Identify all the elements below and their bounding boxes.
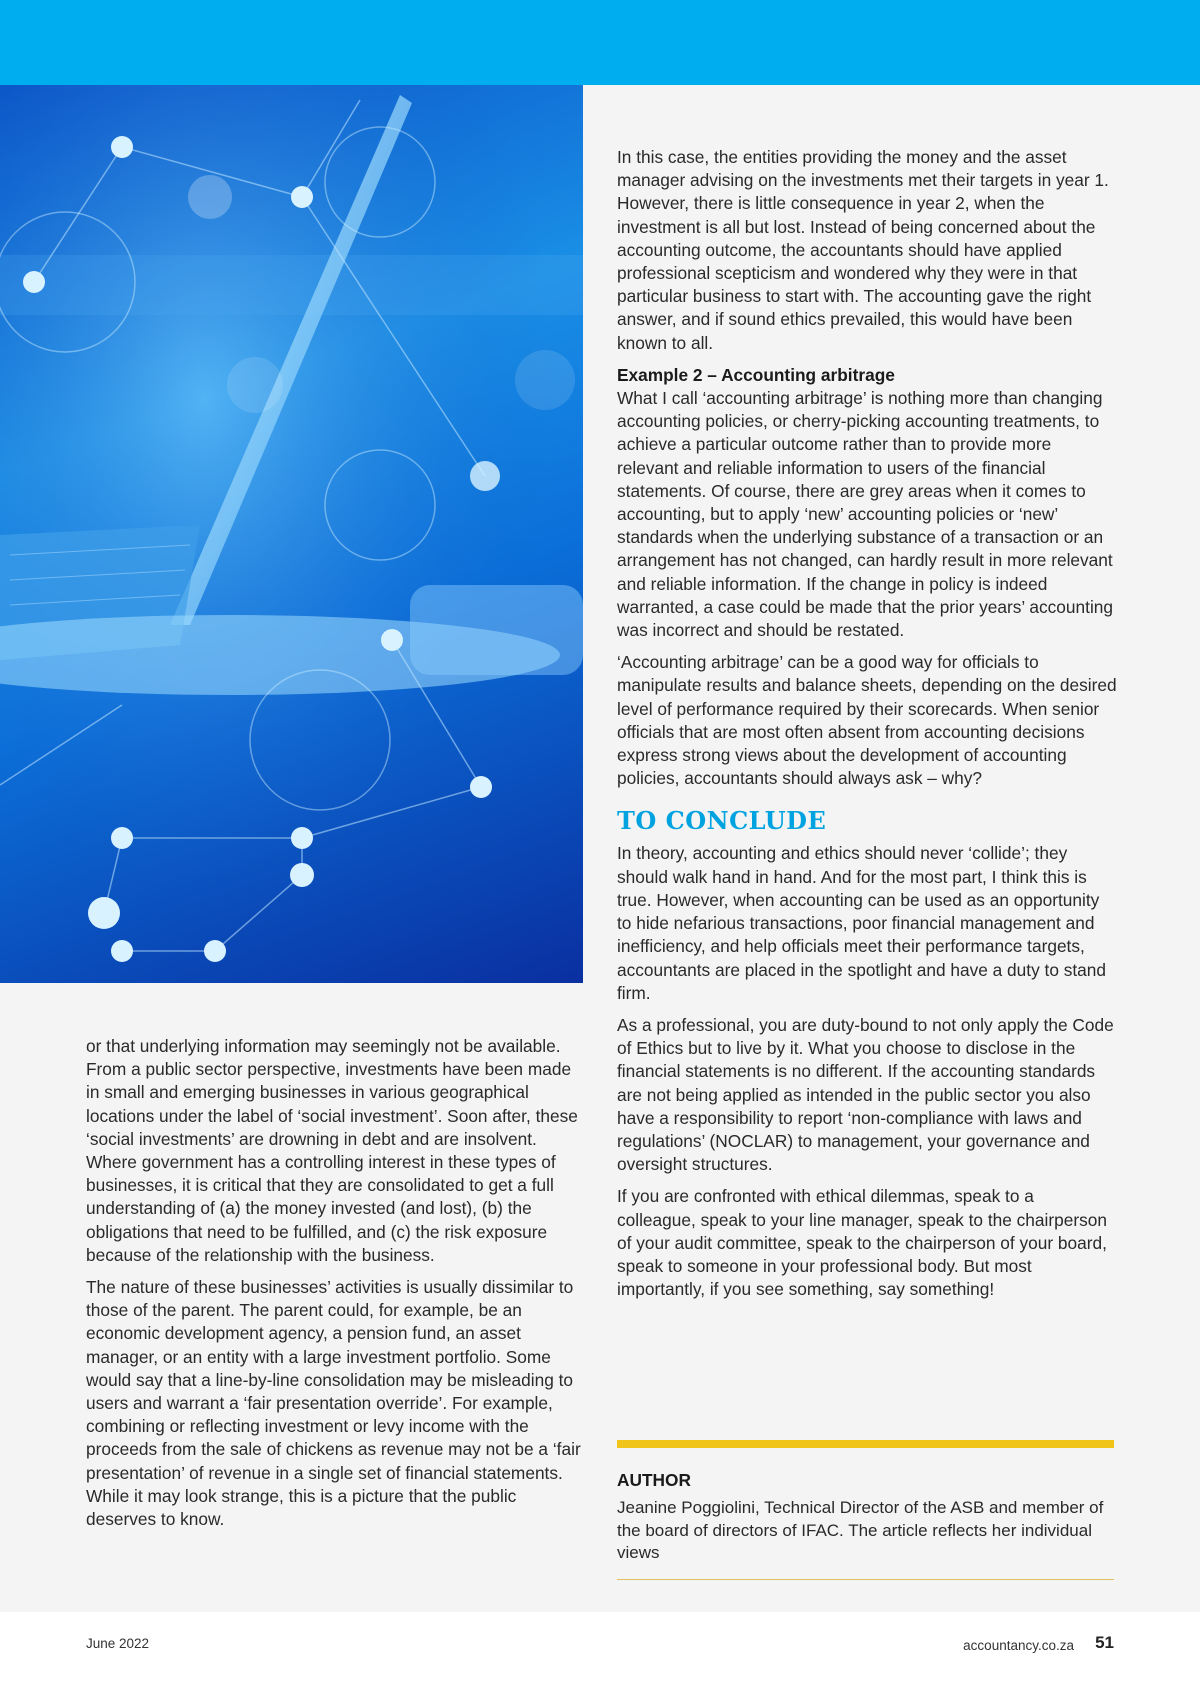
section-heading-conclude: TO CONCLUDE xyxy=(617,806,827,836)
hero-image-laptop-network xyxy=(0,85,583,983)
author-box xyxy=(617,1440,1114,1580)
author-title: AUTHOR xyxy=(617,1470,691,1490)
right-text-column xyxy=(617,146,1117,1310)
body-paragraph: What I call ‘accounting arbitrage’ is nothing more than changing accounting policies, or cherry-picking accounting treatments, to achieve a particular outcome rather than to provide more relevant and reliable information to users of the financial statements. Of course, there are grey areas when it comes to accounting, but to apply ‘new’ accounting policies or ‘new’ standards when the underlying substance of a transaction or an arrangement has not changed, can hardly result in more relevant and reliable information. If the change in policy is indeed warranted, a case could be made that the prior years’ accounting was incorrect and should be restated. xyxy=(617,388,1114,641)
body-paragraph: The nature of these businesses’ activities is usually dissimilar to those of the parent. The parent could, for example, be an economic development agency, a pension fund, an asset manager, or an entity with a large investment portfolio. Some would say that a line-by-line consolidation may be misleading to users and warrant a ‘fair presentation override’. For example, combining or reflecting investment or levy income with the proceeds from the sale of chickens as revenue may not be a ‘fair presentation’ of revenue in a single set of financial statements. While it may look strange, this is a picture that the public deserves to know. xyxy=(86,1277,581,1530)
author-bottom-rule xyxy=(617,1579,1114,1580)
author-bio: Jeanine Poggiolini, Technical Director of the ASB and member of the board of directors of IFAC. The article reflects her individual views xyxy=(617,1498,1104,1562)
body-paragraph: As a professional, you are duty-bound to not only apply the Code of Ethics but to live by it. What you choose to disclose in the financial statements is no different. If the accounting standards are not being applied as intended in the public sector you also have a responsibility to report ‘non-compliance with laws and regulations’ (NOCLAR) to management, your governance and oversight structures. xyxy=(617,1014,1114,1175)
body-paragraph: If you are confronted with ethical dilemmas, speak to a colleague, speak to your line manager, speak to the chairperson of your audit committee, speak to the chairperson of your board, speak to someone in your professional body. But most importantly, if you see something, say something! xyxy=(617,1186,1107,1300)
footer xyxy=(0,1612,1200,1696)
page-number: 51 xyxy=(1095,1633,1114,1652)
left-text-column xyxy=(86,1035,586,1540)
example-subheading: Example 2 – Accounting arbitrage xyxy=(617,364,895,385)
body-paragraph: ‘Accounting arbitrage’ can be a good way for officials to manipulate results and balance sheets, depending on the desired level of performance required by their scorecards. When senior officials that are most often absent from accounting decisions express strong views about the development of accounting policies, accountants should always ask – why? xyxy=(617,652,1117,789)
top-color-bar xyxy=(0,0,1200,85)
footer-site-link[interactable]: accountancy.co.za xyxy=(963,1638,1074,1653)
body-paragraph: In theory, accounting and ethics should never ‘collide’; they should walk hand in hand. And for the most part, I think this is true. However, when accounting can be used as an opportunity to hide nefarious transactions, poor financial management and inefficiency, and help officials meet their performance targets, accountants are placed in the spotlight and have a duty to stand firm. xyxy=(617,843,1107,1003)
footer-date: June 2022 xyxy=(86,1636,150,1651)
body-paragraph: In this case, the entities providing the money and the asset manager advising on the investments met their targets in year 1. However, there is little consequence in year 2, when the investment is all but lost. Instead of being concerned about the accounting outcome, the accountants should have applied professional scepticism and wondered why they were in that particular business to start with. The accounting gave the right answer, and if sound ethics prevailed, this would have been known to all. xyxy=(617,147,1109,353)
body-paragraph: or that underlying information may seemingly not be available. From a public sector perspective, investments have been made in small and emerging businesses in various geographical locations under the label of ‘social investment’. Soon after, these ‘social investments’ are drowning in debt and are insolvent. Where government has a controlling interest in these types of businesses, it is critical that they are consolidated to get a full understanding of (a) the money invested (and lost), (b) the obligations that need to be fulfilled, and (c) the risk exposure because of the relationship with the business. xyxy=(86,1036,578,1265)
author-top-rule xyxy=(617,1440,1114,1448)
